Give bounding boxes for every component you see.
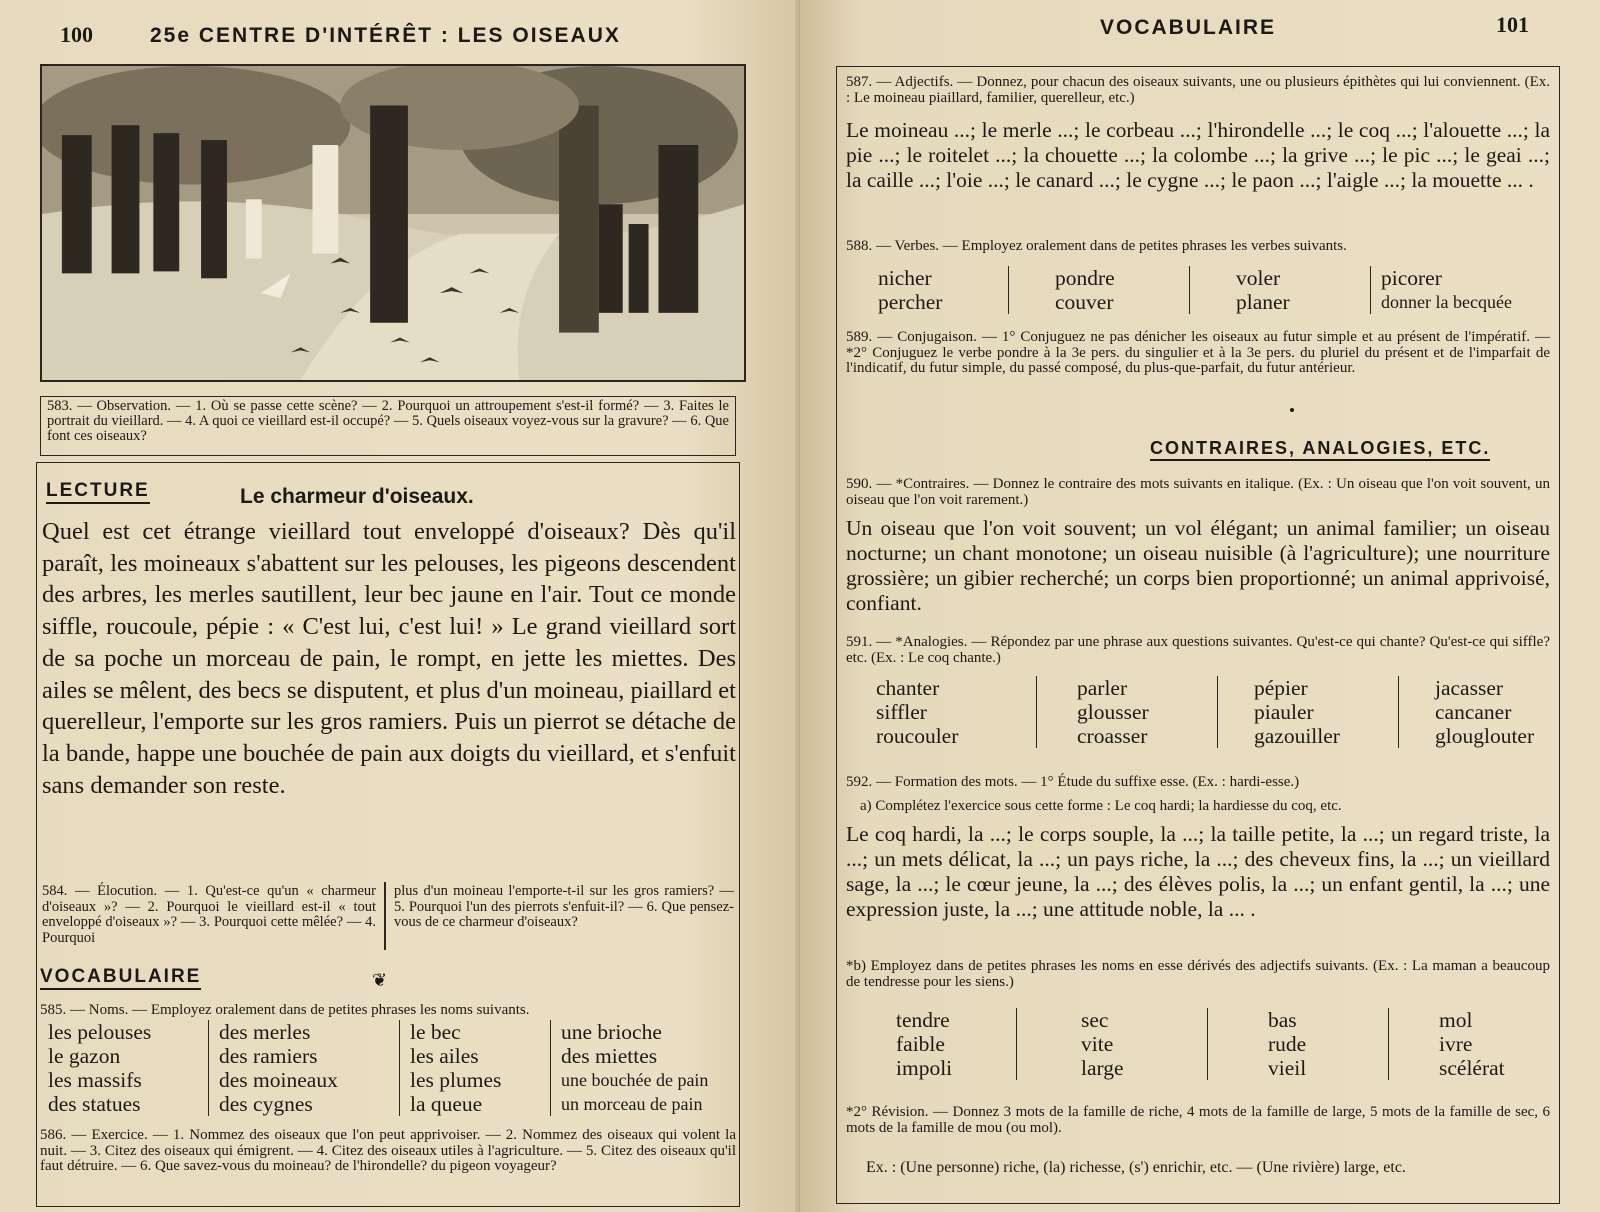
- word: des cygnes: [219, 1092, 313, 1116]
- ex586-text: 586. — Exercice. — 1. Nommez des oiseaux que l'on peut apprivoiser. — 2. Nommez des oiseaux qui volent la nuit. — 3. Citez des oiseaux qui émigrent. — 4. Citez des oiseaux utiles à l'agriculture. — 5. Citez des oiseaux qu'il faut détruire. — 6. Que savez-vous du moineau? de l'hirondelle? du pigeon voyageur?: [40, 1127, 736, 1174]
- word: vite: [1081, 1032, 1114, 1056]
- word: nicher: [878, 266, 932, 290]
- word: picorer: [1381, 266, 1442, 290]
- observation-text: 583. — Observation. — 1. Où se passe cette scène? — 2. Pourquoi un attroupement s'est-il formé? — 3. Faites le portrait du vieillard. — 4. A quoi ce vieillard est-il occupé? — 5. Quels oiseaux voyez-vous sur la gravure? — 6. Que font ces oiseaux?: [47, 398, 729, 444]
- word: rude: [1268, 1032, 1307, 1056]
- ex585-word-grid: [48, 1020, 736, 1116]
- vocabulary-label: VOCABULAIRE: [40, 966, 201, 990]
- ex590-heading: 590. — *Contraires. — Donnez le contraire des mots suivants en italique. (Ex. : Un oiseau que l'on voit souvent, un oiseau que l'on voit rarement.): [846, 476, 1550, 508]
- observation-box: [40, 396, 736, 456]
- word: couver: [1055, 290, 1114, 314]
- ex587-heading: 587. — Adjectifs. — Donnez, pour chacun des oiseaux suivants, une ou plusieurs épithètes qui lui conviennent. (Ex. : Le moineau piaillard, familier, querelleur, etc.): [846, 74, 1550, 106]
- word: vieil: [1268, 1056, 1307, 1080]
- word: des ramiers: [219, 1044, 318, 1068]
- word: faible: [896, 1032, 945, 1056]
- word: planer: [1236, 290, 1290, 314]
- left-page-header: 25e CENTRE D'INTÉRÊT : LES OISEAUX: [150, 24, 621, 47]
- ex588-col-2: [1008, 266, 1189, 314]
- right-page-header: VOCABULAIRE: [1100, 16, 1277, 39]
- ex591-col-3: [1217, 676, 1398, 748]
- ex592-col-3: [1207, 1008, 1388, 1080]
- word: une brioche: [561, 1020, 662, 1044]
- word: donner la becquée: [1381, 292, 1512, 312]
- word: scélérat: [1439, 1056, 1505, 1080]
- word: bas: [1268, 1008, 1297, 1032]
- ex588-col-4: [1370, 266, 1550, 314]
- word: ivre: [1439, 1032, 1473, 1056]
- word: les pelouses: [48, 1020, 152, 1044]
- word: sec: [1081, 1008, 1109, 1032]
- ex592-col-1: [896, 1008, 1016, 1080]
- word: des merles: [219, 1020, 311, 1044]
- right-page: [800, 0, 1600, 1212]
- section-title: CONTRAIRES, ANALOGIES, ETC.: [1150, 438, 1490, 461]
- ex592-b-instruction: *b) Employez dans de petites phrases les noms en esse dérivés des adjectifs suivants. (Ex. : La maman a beaucoup de tendresse pour les siens.): [846, 958, 1550, 990]
- word: les massifs: [48, 1068, 142, 1092]
- word: une bouchée de pain: [561, 1070, 709, 1090]
- ex591-word-grid: [876, 676, 1550, 748]
- ex589-text: 589. — Conjugaison. — 1° Conjuguez ne pas dénicher les oiseaux au futur simple et au présent de l'impératif. — *2° Conjuguez le verbe pondre à la 3e pers. du singulier et à la 3e pers. du pluriel du présent et de l'imparfait de l'indicatif, du futur simple, du passé composé, du plus-que-parfait, du futur antérieur.: [846, 329, 1550, 376]
- separator-dot: [1290, 408, 1294, 412]
- ex585-col-2: [208, 1020, 399, 1116]
- ex591-col-1: [876, 676, 1036, 748]
- ex592-col-2: [1016, 1008, 1207, 1080]
- ex588-col-3: [1189, 266, 1370, 314]
- revision-text: *2° Révision. — Donnez 3 mots de la famille de riche, 4 mots de la famille de large, 5 mots de la famille de sec, 6 mots de la famille de mou (ou mol).: [846, 1104, 1550, 1136]
- word: parler: [1077, 676, 1128, 700]
- word: percher: [878, 290, 943, 314]
- word: le gazon: [48, 1044, 121, 1068]
- word: la queue: [410, 1092, 483, 1116]
- right-page-number: 101: [1496, 12, 1529, 37]
- word: tendre: [896, 1008, 950, 1032]
- bird-charmer-engraving: [42, 66, 744, 380]
- ex585-col-1: [48, 1020, 208, 1116]
- word: roucouler: [876, 724, 959, 748]
- ex590-body: Un oiseau que l'on voit souvent; un vol élégant; un animal familier; un oiseau nocturne; un chant monotone; un oiseau nuisible (à l'agriculture); une nourriture grossière; un gibier recherché; un corps bien proportionné; un animal apprivoisé, confiant.: [846, 516, 1550, 615]
- word: les ailes: [410, 1044, 479, 1068]
- word: chanter: [876, 676, 940, 700]
- ex585-col-4: [550, 1020, 736, 1116]
- ex585-col-3: [399, 1020, 550, 1116]
- ex592-body: Le coq hardi, la ...; le corps souple, la ...; la taille petite, la ...; un regard triste, la ...; un mets délicat, la ...; un pays riche, la ...; des cheveux fins, la ...; un vieillard sage, la ...; le cœur jeune, la ...; des élèves polis, la ...; un enfant gentil, la ...; une expression juste, la ...; une attitude noble, la ... .: [846, 822, 1550, 921]
- word: mol: [1439, 1008, 1473, 1032]
- ex592-heading: 592. — Formation des mots. — 1° Étude du suffixe esse. (Ex. : hardi-esse.): [846, 774, 1300, 790]
- ex585-heading: 585. — Noms. — Employez oralement dans de petites phrases les noms suivants.: [40, 1002, 530, 1018]
- word: glouglouter: [1435, 724, 1535, 748]
- word: le bec: [410, 1020, 461, 1044]
- word: jacasser: [1435, 676, 1504, 700]
- word: piauler: [1254, 700, 1314, 724]
- word: des statues: [48, 1092, 141, 1116]
- word: un morceau de pain: [561, 1094, 703, 1114]
- ex592-word-grid: [896, 1008, 1550, 1080]
- ex588-word-grid: [878, 266, 1550, 314]
- revision-example: Ex. : (Une personne) riche, (la) richesse, (s') enrichir, etc. — (Une rivière) large, etc.: [866, 1159, 1406, 1176]
- lecture-text: Quel est cet étrange vieillard tout enveloppé d'oiseaux? Dès qu'il paraît, les moineaux s'abattent sur les pelouses, les pigeons descendent des arbres, les merles sautillent, leur bec jaune en l'air. Tout ce monde siffle, roucoule, pépie : « C'est lui, c'est lui! » Le grand vieillard sort de sa poche un morceau de pain, le rompt, en jette les miettes. Des ailes se mêlent, des becs se disputent, et plus d'un moineau, piaillard et querelleur, l'emporte sur les gros ramiers. Puis un pierrot se détache de la bande, happe une bouchée de pain aux doigts du vieillard, et s'enfuit sans demander son reste.: [42, 518, 736, 799]
- ornament-icon: ❦: [372, 970, 388, 990]
- elocution-col-2: plus d'un moineau l'emporte-t-il sur les gros ramiers? — 5. Pourquoi l'un des pierrots s'enfuit-il? — 6. Que pensez-vous de ce charmeur d'oiseaux?: [394, 883, 734, 930]
- lecture-title: Le charmeur d'oiseaux.: [240, 485, 474, 508]
- elocution-divider: [384, 882, 386, 950]
- word: les plumes: [410, 1068, 502, 1092]
- word: glousser: [1077, 700, 1149, 724]
- ex592-a-instruction: a) Complétez l'exercice sous cette forme : Le coq hardi; la hardiesse du coq, etc.: [860, 798, 1342, 814]
- word: croasser: [1077, 724, 1148, 748]
- ex591-heading: 591. — *Analogies. — Répondez par une phrase aux questions suivantes. Qu'est-ce qui chante? Qu'est-ce qui siffle? etc. (Ex. : Le coq chante.): [846, 634, 1550, 666]
- ex588-col-1: [878, 266, 1008, 314]
- word: cancaner: [1435, 700, 1512, 724]
- word: des miettes: [561, 1044, 658, 1068]
- word: voler: [1236, 266, 1281, 290]
- ex591-col-4: [1398, 676, 1550, 748]
- word: large: [1081, 1056, 1124, 1080]
- lecture-label: LECTURE: [46, 480, 150, 504]
- engraving-illustration: [40, 64, 746, 382]
- word: siffler: [876, 700, 927, 724]
- ex588-heading: 588. — Verbes. — Employez oralement dans de petites phrases les verbes suivants.: [846, 238, 1347, 254]
- word: des moineaux: [219, 1068, 338, 1092]
- word: pondre: [1055, 266, 1115, 290]
- word: impoli: [896, 1056, 953, 1080]
- ex591-col-2: [1036, 676, 1217, 748]
- elocution-col-1: 584. — Élocution. — 1. Qu'est-ce qu'un « charmeur d'oiseaux »? — 2. Pourquoi le vieillard est-il « tout enveloppé d'oiseaux »? — 3. Pourquoi cette mêlée? — 4. Pourquoi: [42, 883, 376, 946]
- left-page-number: 100: [60, 22, 93, 47]
- ex592-col-4: [1388, 1008, 1550, 1080]
- ex587-body: Le moineau ...; le merle ...; le corbeau ...; l'hirondelle ...; le coq ...; l'alouette ...; la pie ...; le roitelet ...; la chouette ...; la colombe ...; la grive ...; le pic ...; le geai ...; la caille ...; l'oie ...; le canard ...; le cygne ...; le paon ...; l'aigle ...; la mouette ... .: [846, 118, 1550, 192]
- word: pépier: [1254, 676, 1308, 700]
- word: gazouiller: [1254, 724, 1340, 748]
